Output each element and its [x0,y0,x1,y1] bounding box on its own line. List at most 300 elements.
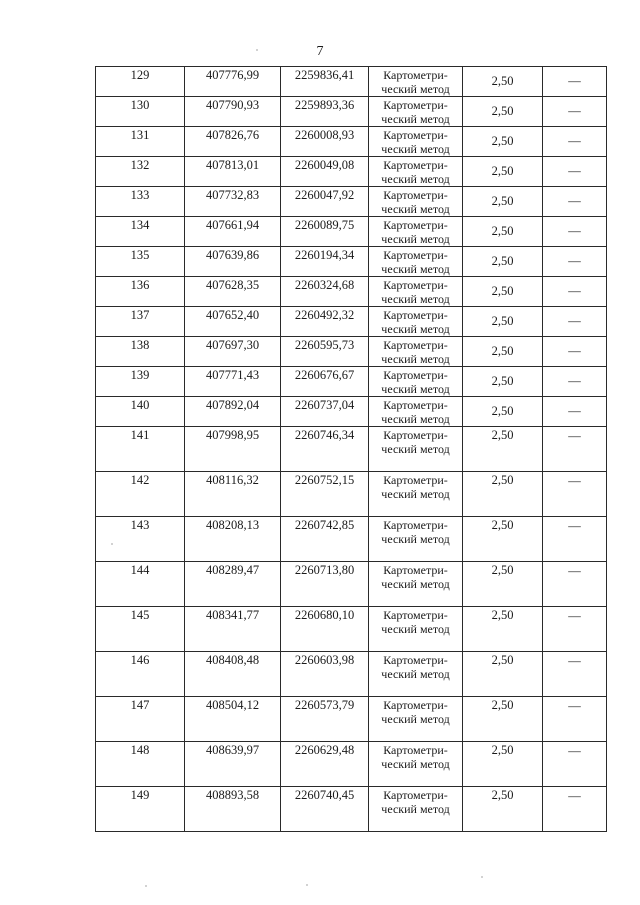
x-coordinate-cell [185,67,281,97]
method-cell [369,787,463,832]
x-coordinate-cell [185,472,281,517]
point-number-cell-text: 145 [130,608,150,622]
method-line-2: ческий метод [381,442,450,456]
table-row [96,652,607,697]
point-number-cell [96,97,185,127]
precision-cell [463,517,543,562]
note-cell-text: — [568,429,581,443]
note-cell [543,157,607,187]
point-number-cell [96,607,185,652]
method-line-2: ческий метод [381,172,450,186]
method-line-2: ческий метод [381,667,450,681]
table-row [96,97,607,127]
note-cell-text: — [568,474,581,488]
note-cell [543,127,607,157]
x-coordinate-cell-text: 407790,93 [205,98,260,112]
table-row [96,247,607,277]
y-coordinate-cell [281,187,369,217]
table-row [96,157,607,187]
x-coordinate-cell [185,337,281,367]
x-coordinate-cell [185,97,281,127]
y-coordinate-cell [281,652,369,697]
x-coordinate-cell-text: 407813,01 [205,158,260,172]
point-number-cell-text: 141 [130,428,150,442]
table-row [96,427,607,472]
y-coordinate-cell-text: 2260595,73 [294,338,355,352]
precision-cell [463,697,543,742]
point-number-cell-text: 129 [130,68,150,82]
note-cell-text: — [568,224,581,238]
method-line-2: ческий метод [381,757,450,771]
y-coordinate-cell-text: 2260008,93 [294,128,355,142]
point-number-cell-text: 138 [130,338,150,352]
precision-cell [463,367,543,397]
method-line-1: Картометри- [383,368,448,382]
scan-speck [145,885,147,887]
point-number-cell-text: 146 [130,653,150,667]
table-row [96,607,607,652]
note-cell-text: — [568,654,581,668]
note-cell-text: — [568,374,581,388]
y-coordinate-cell-text: 2260680,10 [294,608,355,622]
note-cell-text: — [568,609,581,623]
method-cell [369,607,463,652]
scan-speck [111,543,113,545]
point-number-cell [96,187,185,217]
x-coordinate-cell [185,127,281,157]
y-coordinate-cell [281,157,369,187]
method-line-2: ческий метод [381,622,450,636]
y-coordinate-cell-text: 2260603,98 [294,653,355,667]
coordinates-table-body [96,67,607,832]
precision-cell-text: 2,50 [491,374,514,388]
x-coordinate-cell-text: 408208,13 [205,518,260,532]
y-coordinate-cell [281,787,369,832]
method-line-1: Картометри- [383,653,448,667]
scan-speck [481,876,483,878]
page-number: 7 [316,44,324,59]
y-coordinate-cell [281,427,369,472]
method-cell [369,127,463,157]
y-coordinate-cell [281,247,369,277]
method-cell [369,397,463,427]
scan-speck [256,49,258,51]
note-cell [543,472,607,517]
point-number-cell [96,427,185,472]
note-cell [543,277,607,307]
precision-cell-text: 2,50 [491,788,514,802]
method-line-1: Картометри- [383,338,448,352]
method-cell [369,97,463,127]
method-line-2: ческий метод [381,232,450,246]
note-cell-text: — [568,284,581,298]
table-row [96,562,607,607]
precision-cell [463,97,543,127]
x-coordinate-cell-text: 408504,12 [205,698,260,712]
precision-cell-text: 2,50 [491,314,514,328]
note-cell [543,367,607,397]
y-coordinate-cell-text: 2260676,67 [294,368,355,382]
x-coordinate-cell-text: 408116,32 [206,473,259,487]
x-coordinate-cell [185,562,281,607]
point-number-cell [96,562,185,607]
method-line-1: Картометри- [383,68,448,82]
x-coordinate-cell [185,217,281,247]
point-number-cell [96,277,185,307]
precision-cell [463,157,543,187]
x-coordinate-cell-text: 408893,58 [205,788,260,802]
method-line-1: Картометри- [383,428,448,442]
point-number-cell-text: 130 [130,98,150,112]
y-coordinate-cell-text: 2260740,45 [294,788,355,802]
x-coordinate-cell [185,742,281,787]
point-number-cell [96,367,185,397]
precision-cell [463,652,543,697]
x-coordinate-cell [185,517,281,562]
note-cell [543,697,607,742]
method-cell [369,427,463,472]
y-coordinate-cell [281,562,369,607]
note-cell [543,97,607,127]
precision-cell [463,607,543,652]
y-coordinate-cell [281,397,369,427]
precision-cell-text: 2,50 [491,254,514,268]
point-number-cell-text: 147 [130,698,150,712]
note-cell [543,607,607,652]
note-cell [543,247,607,277]
method-line-2: ческий метод [381,322,450,336]
x-coordinate-cell-text: 407771,43 [205,368,260,382]
point-number-cell-text: 144 [130,563,150,577]
method-line-2: ческий метод [381,142,450,156]
y-coordinate-cell [281,217,369,247]
note-cell-text: — [568,699,581,713]
method-cell [369,562,463,607]
table-row [96,787,607,832]
method-cell [369,652,463,697]
note-cell-text: — [568,134,581,148]
note-cell [543,187,607,217]
method-line-1: Картометри- [383,698,448,712]
x-coordinate-cell [185,157,281,187]
y-coordinate-cell-text: 2260194,34 [294,248,355,262]
note-cell-text: — [568,744,581,758]
method-line-1: Картометри- [383,158,448,172]
precision-cell [463,337,543,367]
method-line-2: ческий метод [381,202,450,216]
x-coordinate-cell [185,427,281,472]
point-number-cell [96,337,185,367]
x-coordinate-cell-text: 407732,83 [205,188,260,202]
method-line-2: ческий метод [381,82,450,96]
note-cell [543,427,607,472]
method-cell [369,217,463,247]
table-row [96,742,607,787]
precision-cell [463,67,543,97]
note-cell-text: — [568,104,581,118]
point-number-cell-text: 133 [130,188,150,202]
point-number-cell [96,307,185,337]
precision-cell-text: 2,50 [491,653,514,667]
y-coordinate-cell [281,607,369,652]
table-row [96,367,607,397]
precision-cell-text: 2,50 [491,428,514,442]
y-coordinate-cell-text: 2260737,04 [294,398,355,412]
method-line-1: Картометри- [383,128,448,142]
x-coordinate-cell-text: 407697,30 [205,338,260,352]
precision-cell-text: 2,50 [491,404,514,418]
method-line-2: ческий метод [381,802,450,816]
precision-cell [463,217,543,247]
method-cell [369,472,463,517]
x-coordinate-cell-text: 407998,95 [205,428,260,442]
method-line-1: Картометри- [383,98,448,112]
method-line-2: ческий метод [381,112,450,126]
method-line-2: ческий метод [381,262,450,276]
method-line-1: Картометри- [383,188,448,202]
point-number-cell-text: 139 [130,368,150,382]
note-cell [543,787,607,832]
table-row [96,217,607,247]
note-cell-text: — [568,74,581,88]
method-cell [369,247,463,277]
note-cell-text: — [568,519,581,533]
y-coordinate-cell [281,742,369,787]
note-cell [543,397,607,427]
note-cell [543,67,607,97]
method-line-1: Картометри- [383,608,448,622]
table-row [96,472,607,517]
precision-cell-text: 2,50 [491,563,514,577]
x-coordinate-cell [185,277,281,307]
point-number-cell [96,652,185,697]
y-coordinate-cell-text: 2260629,48 [294,743,355,757]
point-number-cell-text: 131 [130,128,150,142]
point-number-cell-text: 140 [130,398,150,412]
method-line-2: ческий метод [381,382,450,396]
table-row [96,517,607,562]
point-number-cell-text: 142 [130,473,150,487]
precision-cell [463,397,543,427]
method-cell [369,697,463,742]
point-number-cell-text: 143 [130,518,150,532]
precision-cell [463,187,543,217]
x-coordinate-cell-text: 407776,99 [205,68,260,82]
table-row [96,277,607,307]
point-number-cell [96,787,185,832]
method-cell [369,337,463,367]
x-coordinate-cell [185,787,281,832]
precision-cell-text: 2,50 [491,134,514,148]
precision-cell-text: 2,50 [491,164,514,178]
precision-cell [463,562,543,607]
y-coordinate-cell-text: 2260746,34 [294,428,355,442]
precision-cell [463,427,543,472]
x-coordinate-cell-text: 407652,40 [205,308,260,322]
point-number-cell [96,247,185,277]
y-coordinate-cell [281,517,369,562]
x-coordinate-cell [185,247,281,277]
y-coordinate-cell [281,277,369,307]
method-cell [369,307,463,337]
precision-cell-text: 2,50 [491,698,514,712]
method-line-1: Картометри- [383,218,448,232]
table-row [96,127,607,157]
note-cell [543,337,607,367]
table-row [96,307,607,337]
precision-cell [463,742,543,787]
scan-speck [306,884,308,886]
point-number-cell-text: 135 [130,248,150,262]
point-number-cell [96,67,185,97]
method-line-2: ческий метод [381,292,450,306]
note-cell [543,217,607,247]
point-number-cell [96,517,185,562]
x-coordinate-cell [185,367,281,397]
precision-cell [463,277,543,307]
precision-cell-text: 2,50 [491,284,514,298]
note-cell-text: — [568,314,581,328]
point-number-cell [96,217,185,247]
x-coordinate-cell-text: 408289,47 [205,563,260,577]
table-row [96,697,607,742]
table-row [96,67,607,97]
y-coordinate-cell-text: 2260047,92 [294,188,355,202]
precision-cell [463,247,543,277]
point-number-cell [96,472,185,517]
precision-cell-text: 2,50 [491,344,514,358]
note-cell-text: — [568,254,581,268]
x-coordinate-cell [185,652,281,697]
x-coordinate-cell [185,697,281,742]
point-number-cell-text: 132 [130,158,150,172]
y-coordinate-cell-text: 2260573,79 [294,698,355,712]
note-cell-text: — [568,789,581,803]
point-number-cell-text: 134 [130,218,150,232]
precision-cell-text: 2,50 [491,743,514,757]
y-coordinate-cell [281,67,369,97]
x-coordinate-cell-text: 408639,97 [205,743,260,757]
note-cell-text: — [568,164,581,178]
y-coordinate-cell-text: 2260089,75 [294,218,355,232]
method-cell [369,187,463,217]
note-cell-text: — [568,564,581,578]
point-number-cell-text: 137 [130,308,150,322]
table-row [96,397,607,427]
method-cell [369,742,463,787]
note-cell [543,517,607,562]
method-line-1: Картометри- [383,398,448,412]
point-number-cell [96,157,185,187]
x-coordinate-cell-text: 407628,35 [205,278,260,292]
note-cell-text: — [568,194,581,208]
method-line-2: ческий метод [381,577,450,591]
x-coordinate-cell [185,307,281,337]
point-number-cell [96,697,185,742]
precision-cell-text: 2,50 [491,608,514,622]
table-row [96,337,607,367]
y-coordinate-cell-text: 2260752,15 [294,473,355,487]
method-line-2: ческий метод [381,532,450,546]
precision-cell-text: 2,50 [491,473,514,487]
point-number-cell [96,742,185,787]
y-coordinate-cell-text: 2260324,68 [294,278,355,292]
y-coordinate-cell-text: 2260713,80 [294,563,355,577]
y-coordinate-cell [281,337,369,367]
precision-cell-text: 2,50 [491,74,514,88]
method-cell [369,277,463,307]
y-coordinate-cell-text: 2260049,08 [294,158,355,172]
method-line-1: Картометри- [383,563,448,577]
precision-cell-text: 2,50 [491,104,514,118]
coordinates-table [95,66,607,832]
x-coordinate-cell-text: 408341,77 [205,608,260,622]
y-coordinate-cell-text: 2259893,36 [294,98,355,112]
precision-cell-text: 2,50 [491,518,514,532]
point-number-cell-text: 136 [130,278,150,292]
x-coordinate-cell-text: 407826,76 [205,128,260,142]
y-coordinate-cell [281,472,369,517]
precision-cell-text: 2,50 [491,224,514,238]
x-coordinate-cell [185,607,281,652]
note-cell-text: — [568,404,581,418]
note-cell [543,562,607,607]
method-cell [369,517,463,562]
note-cell [543,307,607,337]
method-cell [369,157,463,187]
method-line-1: Картометри- [383,788,448,802]
precision-cell [463,787,543,832]
precision-cell [463,127,543,157]
method-line-2: ческий метод [381,712,450,726]
y-coordinate-cell [281,97,369,127]
y-coordinate-cell-text: 2260742,85 [294,518,355,532]
method-cell [369,67,463,97]
point-number-cell-text: 148 [130,743,150,757]
y-coordinate-cell [281,307,369,337]
x-coordinate-cell-text: 407892,04 [205,398,260,412]
point-number-cell [96,397,185,427]
note-cell [543,742,607,787]
method-line-1: Картометри- [383,308,448,322]
method-cell [369,367,463,397]
y-coordinate-cell-text: 2260492,32 [294,308,355,322]
method-line-2: ческий метод [381,412,450,426]
method-line-1: Картометри- [383,248,448,262]
y-coordinate-cell [281,127,369,157]
point-number-cell-text: 149 [130,788,150,802]
y-coordinate-cell [281,367,369,397]
x-coordinate-cell-text: 408408,48 [205,653,260,667]
note-cell [543,652,607,697]
method-line-1: Картометри- [383,743,448,757]
y-coordinate-cell-text: 2259836,41 [294,68,355,82]
precision-cell-text: 2,50 [491,194,514,208]
method-line-1: Картометри- [383,278,448,292]
method-line-1: Картометри- [383,473,448,487]
x-coordinate-cell-text: 407661,94 [205,218,260,232]
y-coordinate-cell [281,697,369,742]
note-cell-text: — [568,344,581,358]
method-line-2: ческий метод [381,352,450,366]
x-coordinate-cell [185,397,281,427]
precision-cell [463,472,543,517]
point-number-cell [96,127,185,157]
method-line-1: Картометри- [383,518,448,532]
precision-cell [463,307,543,337]
method-line-2: ческий метод [381,487,450,501]
x-coordinate-cell-text: 407639,86 [205,248,260,262]
